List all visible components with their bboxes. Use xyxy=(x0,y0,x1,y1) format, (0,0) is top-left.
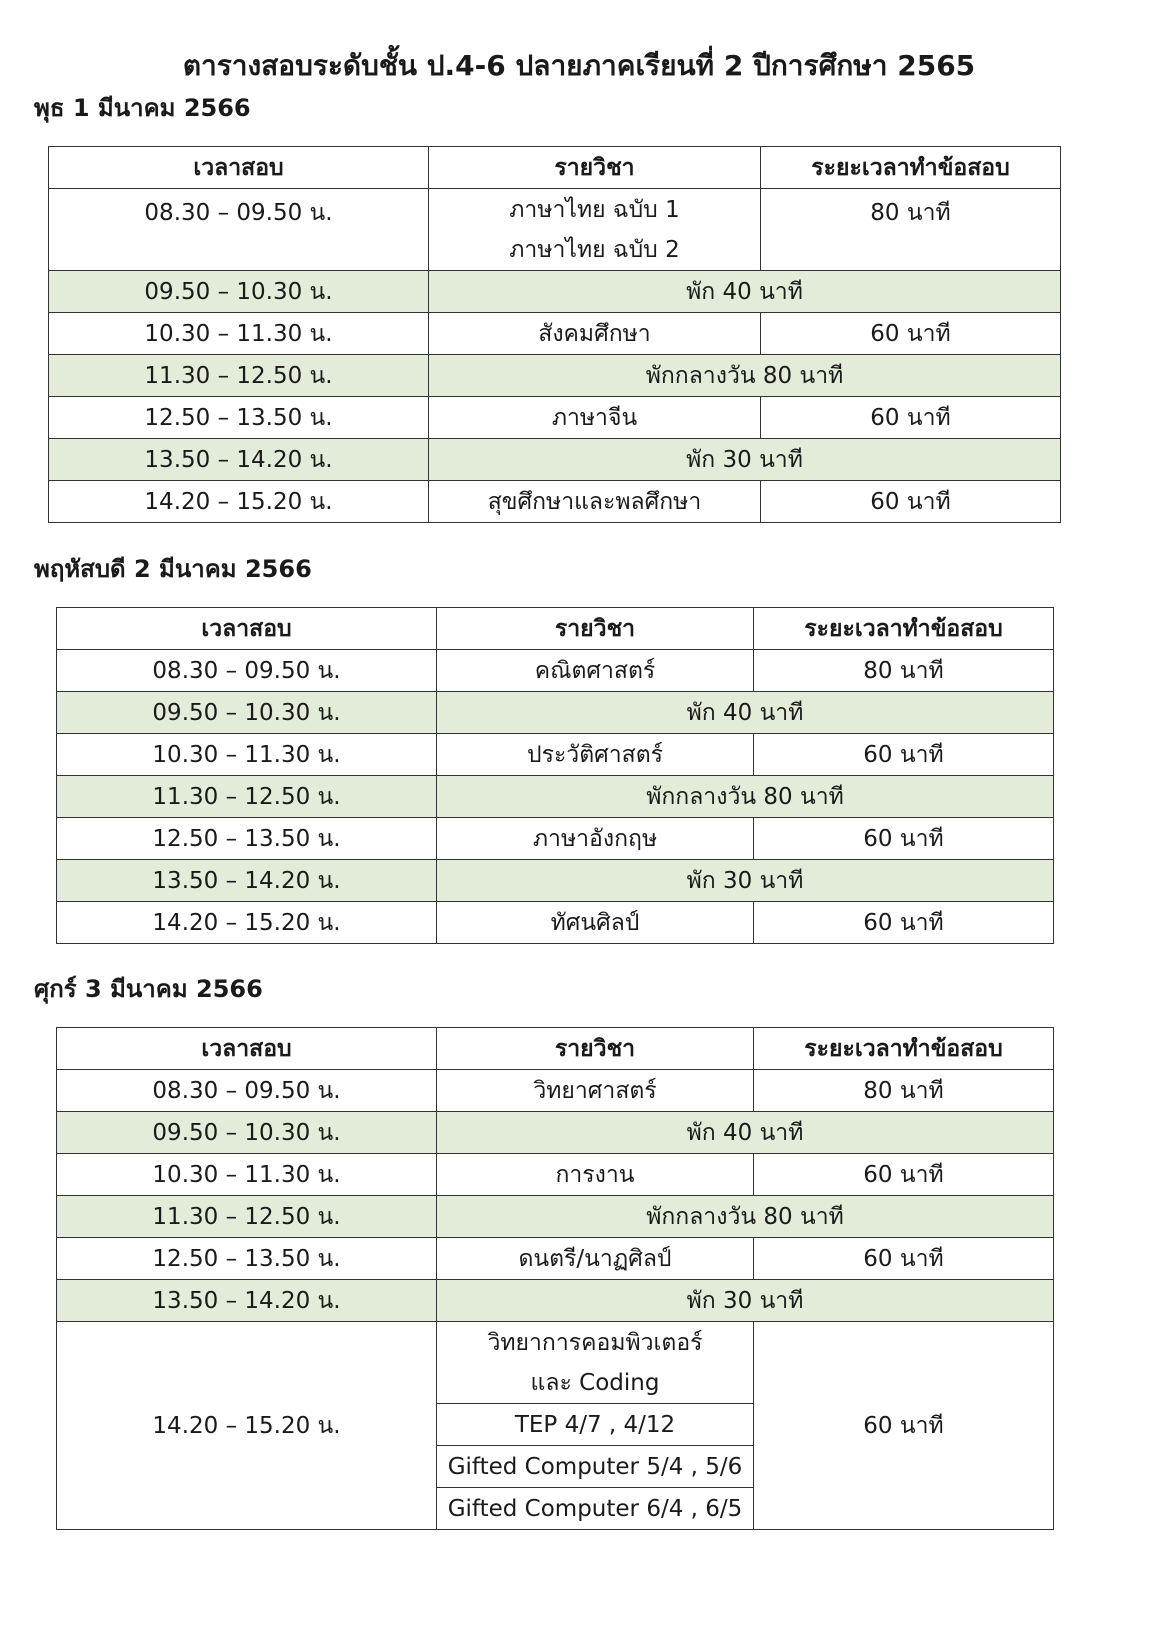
time-cell: 08.30 – 09.50 น. xyxy=(49,189,429,271)
exam-table-day-1 xyxy=(48,146,1061,523)
break-row xyxy=(57,1280,1054,1322)
subject-cell: ภาษาอังกฤษ xyxy=(437,818,754,860)
break-cell: พักกลางวัน 80 นาที xyxy=(437,776,1054,818)
time-cell: 09.50 – 10.30 น. xyxy=(49,271,429,313)
duration-cell: 60 นาที xyxy=(754,1238,1054,1280)
table-header-row xyxy=(49,147,1061,189)
subject-option-cell: Gifted Computer 5/4 , 5/6 xyxy=(437,1446,754,1488)
time-cell: 13.50 – 14.20 น. xyxy=(49,439,429,481)
table-row xyxy=(57,1322,1054,1404)
duration-cell: 60 นาที xyxy=(761,481,1061,523)
subject-cell: ทัศนศิลป์ xyxy=(437,902,754,944)
break-cell: พัก 40 นาที xyxy=(437,1112,1054,1154)
table-row xyxy=(57,902,1054,944)
table-row xyxy=(57,1154,1054,1196)
time-cell: 11.30 – 12.50 น. xyxy=(57,1196,437,1238)
break-cell: พักกลางวัน 80 นาที xyxy=(437,1196,1054,1238)
subject-line: ภาษาไทย ฉบับ 2 xyxy=(509,236,680,263)
table-header-row xyxy=(57,608,1054,650)
time-cell: 11.30 – 12.50 น. xyxy=(49,355,429,397)
time-cell: 12.50 – 13.50 น. xyxy=(57,818,437,860)
subject-cell: การงาน xyxy=(437,1154,754,1196)
page-title: ตารางสอบระดับชั้น ป.4-6 ปลายภาคเรียนที่ 2 ปีการศึกษา 2565 xyxy=(182,49,976,82)
day-heading-wednesday: พุธ 1 มีนาคม 2566 xyxy=(34,94,251,122)
exam-table-day-3 xyxy=(56,1027,1054,1530)
time-cell: 11.30 – 12.50 น. xyxy=(57,776,437,818)
day-heading-friday: ศุกร์ 3 มีนาคม 2566 xyxy=(34,975,263,1003)
table-header-row xyxy=(57,1028,1054,1070)
subject-line: ภาษาไทย ฉบับ 1 xyxy=(509,196,680,223)
time-cell: 10.30 – 11.30 น. xyxy=(57,1154,437,1196)
subject-option-cell xyxy=(437,1322,754,1404)
time-cell: 14.20 – 15.20 น. xyxy=(57,902,437,944)
break-cell: พัก 40 นาที xyxy=(429,271,1061,313)
break-row xyxy=(49,271,1061,313)
time-cell: 10.30 – 11.30 น. xyxy=(57,734,437,776)
day-heading-thursday: พฤหัสบดี 2 มีนาคม 2566 xyxy=(34,555,312,583)
duration-cell: 60 นาที xyxy=(754,1154,1054,1196)
break-cell: พัก 40 นาที xyxy=(437,692,1054,734)
break-cell: พัก 30 นาที xyxy=(429,439,1061,481)
header-subject: รายวิชา xyxy=(437,608,754,650)
time-cell: 08.30 – 09.50 น. xyxy=(57,1070,437,1112)
header-subject: รายวิชา xyxy=(429,147,761,189)
time-cell: 14.20 – 15.20 น. xyxy=(57,1322,437,1530)
time-cell: 13.50 – 14.20 น. xyxy=(57,1280,437,1322)
header-duration: ระยะเวลาทำข้อสอบ xyxy=(754,608,1054,650)
subject-cell xyxy=(429,189,761,271)
duration-cell: 60 นาที xyxy=(754,902,1054,944)
duration-cell: 80 นาที xyxy=(754,650,1054,692)
duration-cell: 80 นาที xyxy=(761,189,1061,271)
exam-table-day-2 xyxy=(56,607,1054,944)
table-row xyxy=(57,650,1054,692)
subject-cell: สุขศึกษาและพลศึกษา xyxy=(429,481,761,523)
duration-cell: 60 นาที xyxy=(754,818,1054,860)
break-row xyxy=(57,692,1054,734)
table-row xyxy=(49,481,1061,523)
time-cell: 09.50 – 10.30 น. xyxy=(57,1112,437,1154)
subject-cell: สังคมศึกษา xyxy=(429,313,761,355)
break-cell: พักกลางวัน 80 นาที xyxy=(429,355,1061,397)
subject-option-cell: Gifted Computer 6/4 , 6/5 xyxy=(437,1488,754,1530)
duration-cell: 60 นาที xyxy=(761,397,1061,439)
table-row xyxy=(57,1238,1054,1280)
break-row xyxy=(57,1112,1054,1154)
header-subject: รายวิชา xyxy=(437,1028,754,1070)
duration-cell: 60 นาที xyxy=(761,313,1061,355)
time-cell: 12.50 – 13.50 น. xyxy=(57,1238,437,1280)
break-row xyxy=(57,776,1054,818)
break-row xyxy=(49,439,1061,481)
table-row xyxy=(49,189,1061,271)
time-cell: 13.50 – 14.20 น. xyxy=(57,860,437,902)
header-time: เวลาสอบ xyxy=(57,608,437,650)
table-row xyxy=(57,734,1054,776)
table-row xyxy=(57,1070,1054,1112)
subject-cell: ประวัติศาสตร์ xyxy=(437,734,754,776)
duration-cell: 80 นาที xyxy=(754,1070,1054,1112)
break-cell: พัก 30 นาที xyxy=(437,860,1054,902)
subject-line: วิทยาการคอมพิวเตอร์ xyxy=(487,1329,703,1356)
break-row xyxy=(57,860,1054,902)
break-row xyxy=(57,1196,1054,1238)
subject-cell: ดนตรี/นาฏศิลป์ xyxy=(437,1238,754,1280)
subject-cell: คณิตศาสตร์ xyxy=(437,650,754,692)
break-row xyxy=(49,355,1061,397)
header-duration: ระยะเวลาทำข้อสอบ xyxy=(754,1028,1054,1070)
subject-cell: วิทยาศาสตร์ xyxy=(437,1070,754,1112)
header-duration: ระยะเวลาทำข้อสอบ xyxy=(761,147,1061,189)
time-cell: 10.30 – 11.30 น. xyxy=(49,313,429,355)
table-row xyxy=(49,397,1061,439)
time-cell: 14.20 – 15.20 น. xyxy=(49,481,429,523)
time-cell: 12.50 – 13.50 น. xyxy=(49,397,429,439)
subject-line: และ Coding xyxy=(530,1369,660,1396)
table-row xyxy=(49,313,1061,355)
time-cell: 09.50 – 10.30 น. xyxy=(57,692,437,734)
duration-cell: 60 นาที xyxy=(754,1322,1054,1530)
subject-cell: ภาษาจีน xyxy=(429,397,761,439)
time-cell: 08.30 – 09.50 น. xyxy=(57,650,437,692)
duration-cell: 60 นาที xyxy=(754,734,1054,776)
header-time: เวลาสอบ xyxy=(49,147,429,189)
break-cell: พัก 30 นาที xyxy=(437,1280,1054,1322)
subject-option-cell: TEP 4/7 , 4/12 xyxy=(437,1404,754,1446)
table-row xyxy=(57,818,1054,860)
header-time: เวลาสอบ xyxy=(57,1028,437,1070)
